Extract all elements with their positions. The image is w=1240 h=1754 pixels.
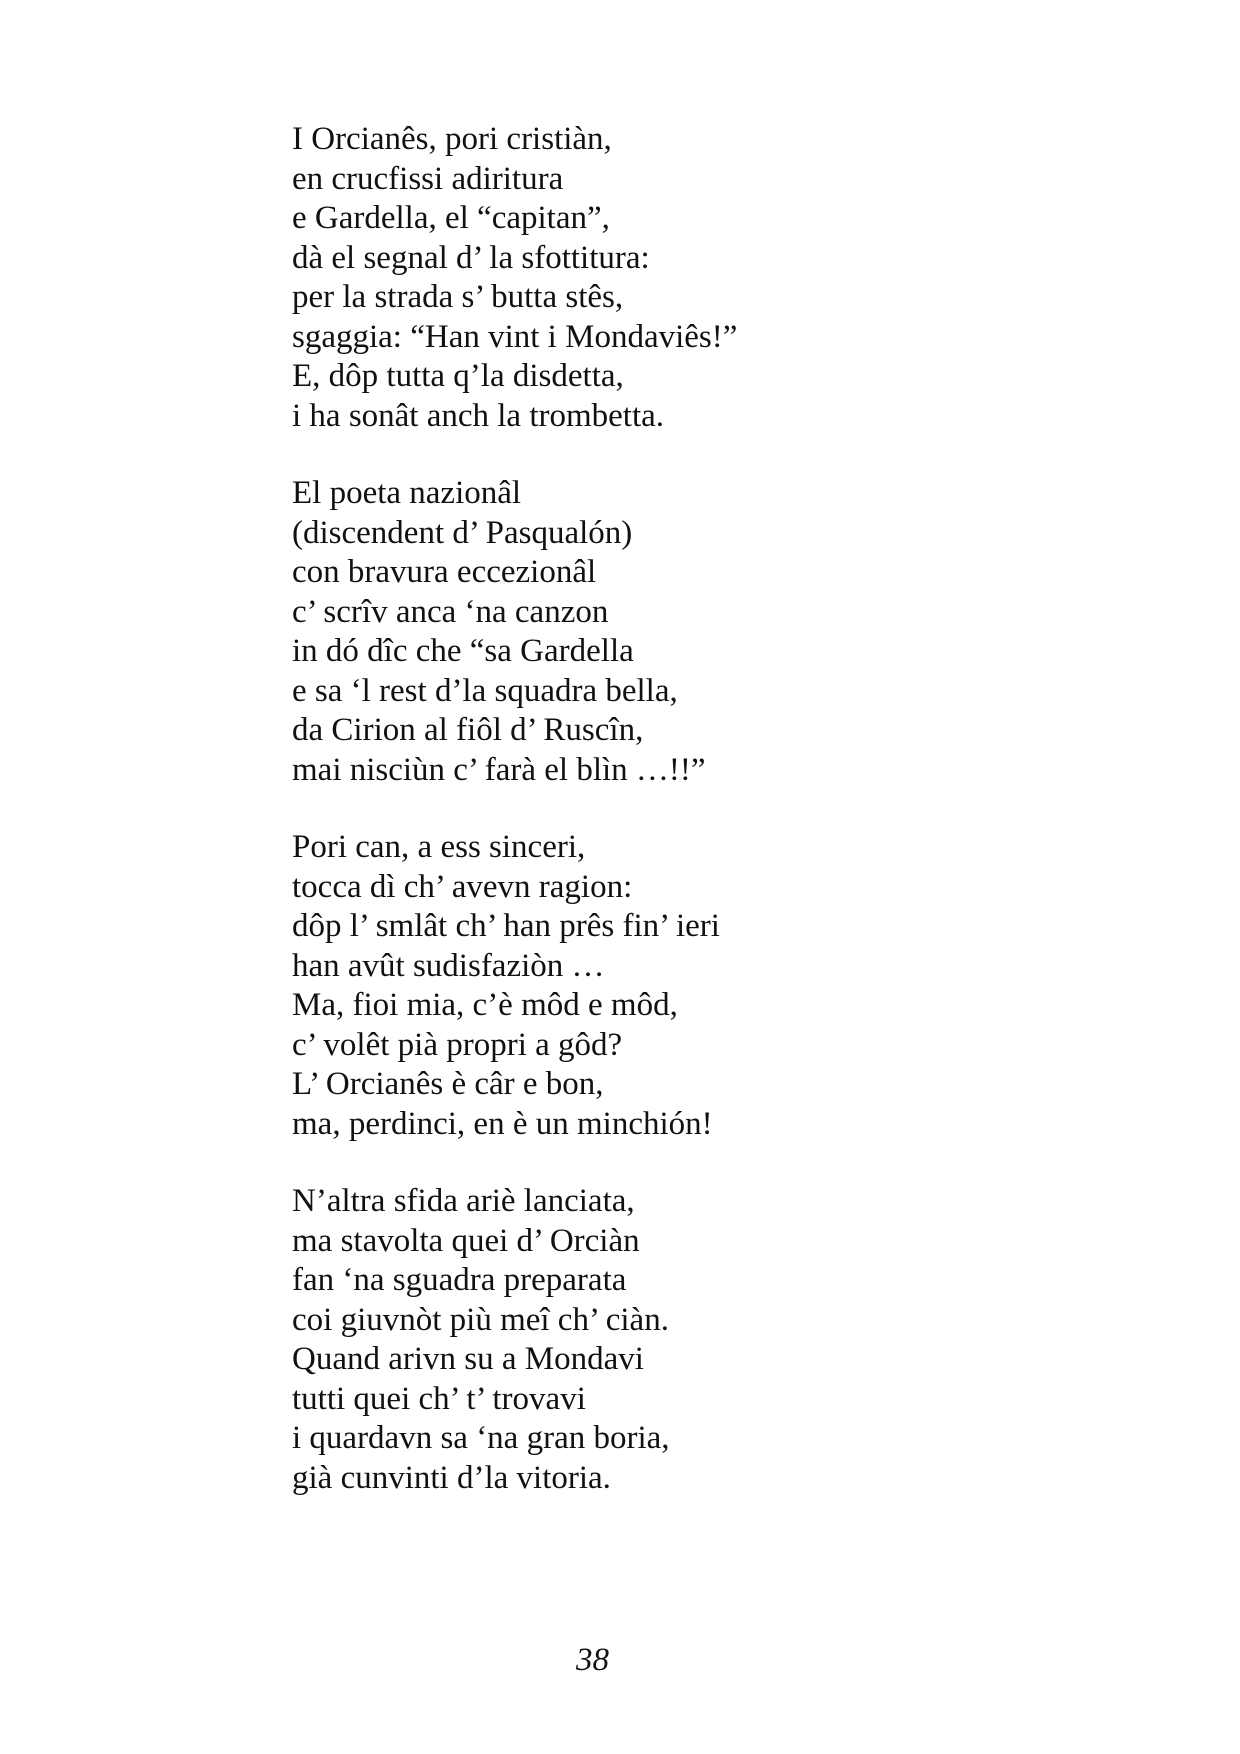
stanza-2 — [292, 474, 1052, 790]
poem-line: I Orcianês, pori cristiàn, — [292, 121, 612, 157]
stanza-1 — [292, 120, 1052, 436]
stanza-3 — [292, 828, 1052, 1144]
poem-line: c’ volêt pià propri a gôd? — [292, 1026, 623, 1063]
poem-line: Quand arivn su a Mondavi — [292, 1341, 644, 1377]
poem-line: El poeta nazionâl — [292, 475, 522, 511]
poem-line: han avût sudisfaziòn … — [292, 947, 605, 984]
poem-line: E, dôp tutta q’la disdetta, — [292, 358, 624, 394]
poem-line: sgaggia: “Han vint i Mondaviês!” — [292, 318, 738, 355]
poem-line: e Gardella, el “capitan”, — [292, 200, 610, 236]
poem-line: per la strada s’ butta stês, — [292, 279, 624, 315]
poem-line: ma, perdinci, en è un minchión! — [292, 1105, 713, 1142]
poem-line: tocca dì ch’ avevn ragion: — [292, 868, 633, 905]
poem-line: mai nisciùn c’ farà el blìn …!!” — [292, 751, 706, 788]
poem-line: dôp l’ smlât ch’ han prês fin’ ieri — [292, 908, 720, 944]
poem-line: tutti quei ch’ t’ trovavi — [292, 1380, 586, 1417]
poem-line: L’ Orcianês è câr e bon, — [292, 1066, 604, 1102]
poem-line: ma stavolta quei d’ Orciàn — [292, 1222, 640, 1259]
poem-line: da Cirion al fiôl d’ Ruscîn, — [292, 712, 644, 748]
poem-line: già cunvinti d’la vitoria. — [292, 1459, 611, 1496]
poem-line: coi giuvnòt più meî ch’ ciàn. — [292, 1301, 669, 1338]
poem-line: in dó dîc che “sa Gardella — [292, 633, 634, 669]
poem-line: e sa ‘l rest d’la squadra bella, — [292, 672, 678, 709]
poem-line: N’altra sfida ariè lanciata, — [292, 1183, 635, 1219]
poem-line: dà el segnal d’ la sfottitura: — [292, 239, 650, 276]
page-number: 38 — [576, 1642, 609, 1678]
poem-line: fan ‘na sguadra preparata — [292, 1262, 627, 1298]
poem-line: i quardavn sa ‘na gran boria, — [292, 1420, 670, 1456]
poem-line: Ma, fioi mia, c’è môd e môd, — [292, 987, 678, 1023]
poem-line: (discendent d’ Pasqualón) — [292, 514, 633, 551]
stanza-4 — [292, 1182, 1052, 1498]
poem-body — [292, 120, 1052, 1536]
poem-line: en crucfissi adiritura — [292, 160, 564, 197]
poem-line: con bravura eccezionâl — [292, 554, 597, 590]
poem-line: Pori can, a ess sinceri, — [292, 829, 586, 865]
poem-line: i ha sonât anch la trombetta. — [292, 397, 665, 434]
poem-line: c’ scrîv anca ‘na canzon — [292, 593, 609, 630]
